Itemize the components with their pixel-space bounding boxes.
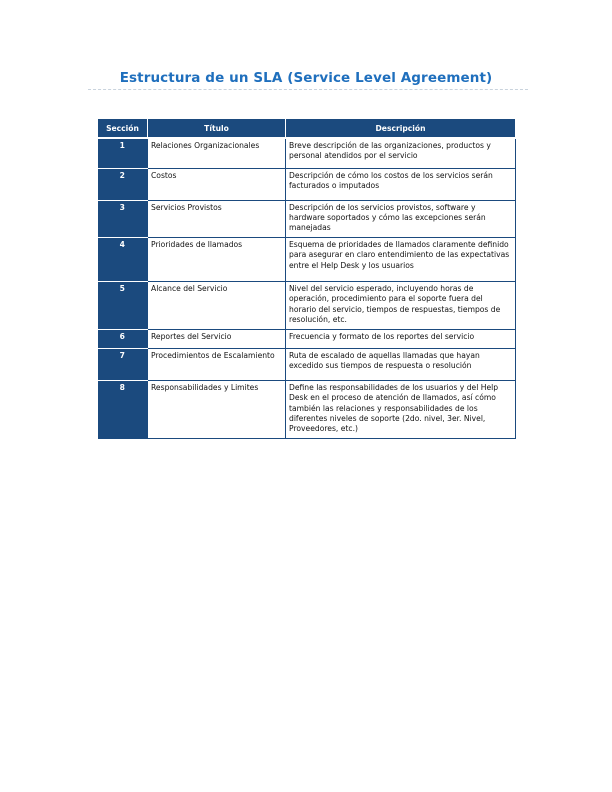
table-header-row bbox=[98, 119, 516, 139]
row-description: Breve descripción de las organizaciones, productos y personal atendidos por el servicio bbox=[286, 138, 516, 168]
row-description: Esquema de prioridades de llamados claramente definido para asegurar en claro entendimiento de las expectativas entre el Help Desk y los usuarios bbox=[286, 237, 516, 281]
row-description: Descripción de cómo los costos de los servicios serán facturados o imputados bbox=[286, 168, 516, 200]
row-number: 4 bbox=[98, 237, 148, 281]
row-title: Reportes del Servicio bbox=[148, 329, 286, 348]
row-number: 1 bbox=[98, 138, 148, 168]
table-row bbox=[98, 380, 516, 438]
row-number: 8 bbox=[98, 380, 148, 438]
row-description: Frecuencia y formato de los reportes del servicio bbox=[286, 329, 516, 348]
row-number: 6 bbox=[98, 329, 148, 348]
table-row bbox=[98, 237, 516, 281]
table-row bbox=[98, 281, 516, 329]
table-row bbox=[98, 329, 516, 348]
header-title: Título bbox=[148, 119, 286, 139]
table-row bbox=[98, 200, 516, 237]
row-number: 3 bbox=[98, 200, 148, 237]
document-title: Estructura de un SLA (Service Level Agreement) bbox=[119, 70, 493, 86]
row-number: 5 bbox=[98, 281, 148, 329]
row-title: Prioridades de llamados bbox=[148, 237, 286, 281]
row-title: Relaciones Organizacionales bbox=[148, 138, 286, 168]
row-title: Procedimientos de Escalamiento bbox=[148, 348, 286, 380]
table-row bbox=[98, 168, 516, 200]
row-title: Alcance del Servicio bbox=[148, 281, 286, 329]
row-title: Responsabilidades y Limites bbox=[148, 380, 286, 438]
sla-structure-table bbox=[97, 118, 516, 439]
row-title: Costos bbox=[148, 168, 286, 200]
header-section: Sección bbox=[98, 119, 148, 139]
row-number: 2 bbox=[98, 168, 148, 200]
row-description: Ruta de escalado de aquellas llamadas que hayan excedido sus tiempos de respuesta o resolución bbox=[286, 348, 516, 380]
row-description: Descripción de los servicios provistos, software y hardware soportados y cómo las excepciones serán manejadas bbox=[286, 200, 516, 237]
row-title: Servicios Provistos bbox=[148, 200, 286, 237]
header-description: Descripción bbox=[286, 119, 516, 139]
table-row bbox=[98, 138, 516, 168]
row-description: Define las responsabilidades de los usuarios y del Help Desk en el proceso de atención de llamados, así cómo también las relaciones y responsabilidades de los diferentes niveles de soporte (2do. nivel, 3er. Nivel, Proveedores, etc.) bbox=[286, 380, 516, 438]
title-divider bbox=[88, 89, 528, 90]
row-description: Nivel del servicio esperado, incluyendo horas de operación, procedimiento para el soporte fuera del horario del servicio, tiempos de respuestas, tiempos de resolución, etc. bbox=[286, 281, 516, 329]
table-row bbox=[98, 348, 516, 380]
row-number: 7 bbox=[98, 348, 148, 380]
